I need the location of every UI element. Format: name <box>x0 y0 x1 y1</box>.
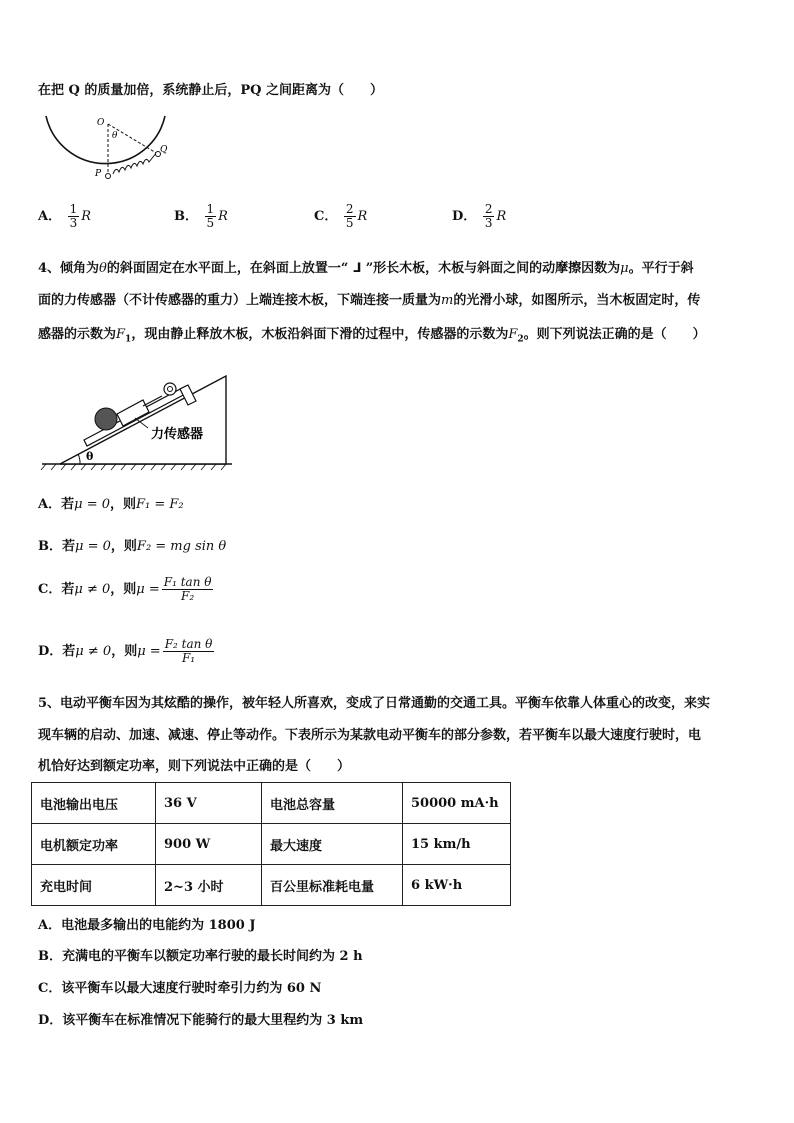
table-cell: 900 W <box>156 824 262 865</box>
q3-label-q: Q <box>160 145 168 155</box>
q5-stem-line2: 现车辆的启动、加速、减速、停止等动作。下表所示为某款电动平衡车的部分参数，若平衡车以最大速度行驶时，电 <box>38 728 702 743</box>
q4-figure-label: 力传感器 <box>151 427 204 442</box>
q3-stem: 在把 Q 的质量加倍，系统静止后，PQ 之间距离为（ ） <box>38 83 384 98</box>
q3-option-c: C． $\frac{2}{5}$ R <box>314 202 368 230</box>
q4-option-a: A．若μ = 0，则F₁ = F₂ <box>38 497 184 512</box>
table-cell: 6 kW·h <box>403 865 511 906</box>
q5-stem-line1: 5、电动平衡车因为其炫酷的操作，被年轻人所喜欢，变成了日常通勤的交通工具。平衡车依靠人体重心的改变，来实 <box>38 696 711 711</box>
table-row <box>32 783 511 824</box>
table-cell: 50000 mA·h <box>403 783 511 824</box>
q4-figure-theta: θ <box>86 450 94 463</box>
q4-incline-figure <box>40 368 235 473</box>
q4-option-d: D．若μ ≠ 0，则μ = $\frac{\text{F₂ tan θ}}{\text{F₁}}$ <box>38 637 213 665</box>
q3-label-theta: θ <box>112 131 118 141</box>
q5-option-b: B．充满电的平衡车以额定功率行驶的最长时间约为 2 h <box>38 949 363 964</box>
q4-option-b: B．若μ = 0，则F₂ = mg sin θ <box>38 539 227 554</box>
q4-option-c: C．若μ ≠ 0，则μ = $\frac{\text{F₁ tan θ}}{\text{F₂}}$ <box>38 575 212 603</box>
table-cell: 最大速度 <box>262 824 403 865</box>
table-cell: 36 V <box>156 783 262 824</box>
q4-stem-line1: 4、倾角为θ的斜面固定在水平面上，在斜面上放置一“ ⅃ ”形长木板，木板与斜面之间的动摩擦因数为μ。平行于斜 <box>38 261 694 276</box>
table-cell: 充电时间 <box>32 865 156 906</box>
table-row <box>32 824 511 865</box>
q5-parameter-table <box>31 782 511 906</box>
table-cell: 2~3 小时 <box>156 865 262 906</box>
q5-option-c: C．该平衡车以最大速度行驶时牵引力约为 60 N <box>38 981 322 996</box>
q3-option-b: B． $\frac{1}{5}$ R <box>174 202 228 230</box>
q3-label-o: O <box>97 118 105 128</box>
q3-figure <box>40 110 170 185</box>
table-cell: 15 km/h <box>403 824 511 865</box>
q3-option-a: A． $\frac{1}{3}$ R <box>38 202 92 230</box>
q3-option-d: D． $\frac{2}{3}$ R <box>452 202 507 230</box>
q4-stem-line3: 感器的示数为$F_1$，现由静止释放木板，木板沿斜面下滑的过程中，传感器的示数为$F_2$。则下列说法正确的是（ ） <box>38 327 706 345</box>
q4-stem-line2: 面的力传感器（不计传感器的重力）上端连接木板，下端连接一质量为m的光滑小球，如图所示，当木板固定时，传 <box>38 293 701 308</box>
q5-stem-line3: 机恰好达到额定功率，则下列说法中正确的是（ ） <box>38 759 351 774</box>
q3-label-p: P <box>95 169 102 179</box>
table-cell: 电池总容量 <box>262 783 403 824</box>
table-cell: 电池输出电压 <box>32 783 156 824</box>
table-cell: 百公里标准耗电量 <box>262 865 403 906</box>
q5-option-d: D．该平衡车在标准情况下能骑行的最大里程约为 3 km <box>38 1013 364 1028</box>
table-row <box>32 865 511 906</box>
q5-option-a: A．电池最多输出的电能约为 1800 J <box>38 918 256 933</box>
table-cell: 电机额定功率 <box>32 824 156 865</box>
